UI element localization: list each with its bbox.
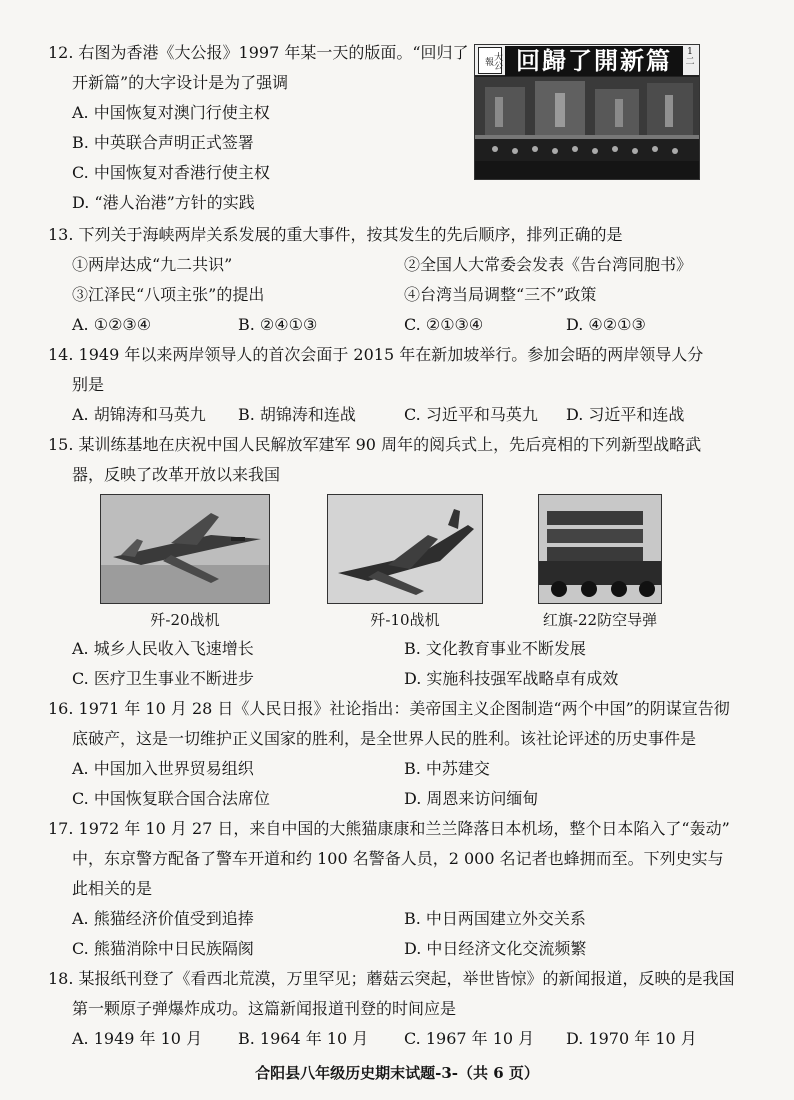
newspaper-headline: 回歸了開新篇 <box>505 46 683 76</box>
q14-option-c: C. 习近平和马英九 <box>404 405 538 424</box>
q12-option-b: B. 中英联合声明正式签署 <box>72 133 254 152</box>
q14-stem-line2: 别是 <box>72 375 105 394</box>
q12-option-c: C. 中国恢复对香港行使主权 <box>72 163 270 182</box>
q14-option-a: A. 胡锦涛和马英九 <box>72 405 206 424</box>
q15-option-d: D. 实施科技强军战略卓有成效 <box>404 669 619 688</box>
q17-stem-line3: 此相关的是 <box>72 879 153 898</box>
q18-stem-line2: 第一颗原子弹爆炸成功。这篇新闻报道刊登的时间应是 <box>72 999 457 1018</box>
j10-caption: 歼-10战机 <box>370 611 440 629</box>
j20-fighter-image <box>100 494 270 604</box>
hq22-missile-image <box>538 494 662 604</box>
q16-option-b: B. 中苏建交 <box>404 759 490 778</box>
hq22-missile-icon <box>539 495 662 604</box>
q13-stem: 13. 下列关于海峡两岸关系发展的重大事件，按其发生的先后顺序，排列正确的是 <box>48 225 623 244</box>
page-footer: 合阳县八年级历史期末试题-3-（共 6 页） <box>255 1064 539 1082</box>
q17-stem-line1: 17. 1972 年 10 月 27 日，来自中国的大熊猫康康和兰兰降落日本机场，整个日本陷入了“轰动” <box>48 819 730 838</box>
q14-option-b: B. 胡锦涛和连战 <box>238 405 356 424</box>
q15-option-b: B. 文化教育事业不断发展 <box>404 639 586 658</box>
q18-option-b: B. 1964 年 10 月 <box>238 1029 369 1048</box>
newspaper-side-mark: 1 二 <box>685 47 695 67</box>
q13-item-1: ①两岸达成“九二共识” <box>72 255 233 274</box>
q12-stem-line2: 开新篇”的大字设计是为了强调 <box>72 73 289 92</box>
q17-option-c: C. 熊猫消除中日民族隔阂 <box>72 939 254 958</box>
q17-option-a: A. 熊猫经济价值受到追捧 <box>72 909 254 928</box>
q13-item-2: ②全国人大常委会发表《告台湾同胞书》 <box>404 255 693 274</box>
newspaper-name: 大公報 <box>478 47 502 74</box>
q12-stem-line1: 12. 右图为香港《大公报》1997 年某一天的版面。“回归了 <box>48 43 469 62</box>
q18-stem-line1: 18. 某报纸刊登了《看西北荒漠，万里罕见；蘑菇云突起，举世皆惊》的新闻报道，反映的是我国 <box>48 969 735 988</box>
q16-stem-line1: 16. 1971 年 10 月 28 日《人民日报》社论指出：美帝国主义企图制造“两个中国”的阴谋宣告彻 <box>48 699 730 718</box>
j10-fighter-icon <box>328 495 483 604</box>
q16-option-c: C. 中国恢复联合国合法席位 <box>72 789 270 808</box>
q18-option-d: D. 1970 年 10 月 <box>566 1029 697 1048</box>
q15-option-a: A. 城乡人民收入飞速增长 <box>72 639 254 658</box>
q13-option-c: C. ②①③④ <box>404 315 484 334</box>
q16-option-a: A. 中国加入世界贸易组织 <box>72 759 254 778</box>
q13-item-3: ③江泽民“八项主张”的提出 <box>72 285 265 304</box>
q13-item-4: ④台湾当局调整“三不”政策 <box>404 285 597 304</box>
q16-stem-line2: 底破产，这是一切维护正义国家的胜利，是全世界人民的胜利。该社论评述的历史事件是 <box>72 729 697 748</box>
q18-option-a: A. 1949 年 10 月 <box>72 1029 203 1048</box>
hq22-caption: 红旗-22防空导弹 <box>542 611 658 629</box>
newspaper-masthead <box>475 45 699 77</box>
q15-stem-line1: 15. 某训练基地在庆祝中国人民解放军建军 90 周年的阅兵式上，先后亮相的下列新型战略武 <box>48 435 702 454</box>
j20-fighter-icon <box>101 495 270 604</box>
q15-stem-line2: 器，反映了改革开放以来我国 <box>72 465 281 484</box>
j20-caption: 歼-20战机 <box>150 611 220 629</box>
ceremony-photo <box>475 77 700 180</box>
q13-option-a: A. ①②③④ <box>72 315 152 334</box>
q13-option-d: D. ④②①③ <box>566 315 646 334</box>
q14-option-d: D. 习近平和连战 <box>566 405 685 424</box>
newspaper-front-page-image <box>474 44 700 180</box>
q17-stem-line2: 中，东京警方配备了警车开道和约 100 名警备人员，2 000 名记者也蜂拥而至。下列史实与 <box>72 849 724 868</box>
q16-option-d: D. 周恩来访问缅甸 <box>404 789 539 808</box>
q14-stem-line1: 14. 1949 年以来两岸领导人的首次会面于 2015 年在新加坡举行。参加会晤的两岸领导人分 <box>48 345 704 364</box>
q18-option-c: C. 1967 年 10 月 <box>404 1029 535 1048</box>
j10-fighter-image <box>327 494 483 604</box>
q15-option-c: C. 医疗卫生事业不断进步 <box>72 669 254 688</box>
q13-option-b: B. ②④①③ <box>238 315 318 334</box>
q17-option-b: B. 中日两国建立外交关系 <box>404 909 586 928</box>
q17-option-d: D. 中日经济文化交流频繁 <box>404 939 587 958</box>
q12-option-d: D. “港人治港”方针的实践 <box>72 193 255 212</box>
q12-option-a: A. 中国恢复对澳门行使主权 <box>72 103 270 122</box>
